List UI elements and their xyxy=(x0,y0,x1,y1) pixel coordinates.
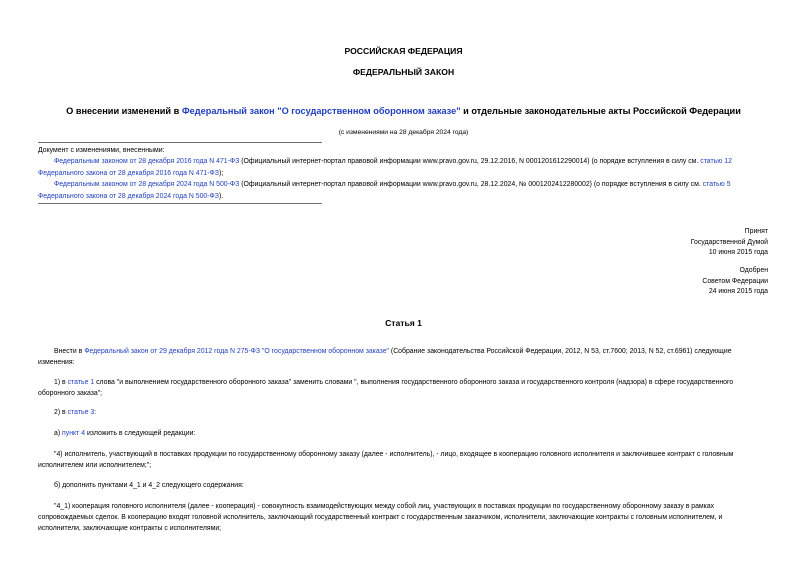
paragraph: "4_1) кооперация головного исполнителя (далее - кооперация) - совокупность взаимодействующих между собой лиц, участвующих в поставках продукции по государственному оборонному заказу в рамках сопровождаемых сделок. В кооперацию входят головной исполнитель, заключающий государственный контракт с государственным заказчиком, исполнители, заключающие контракты с головным исполнителем, и исполнители, заключающие контракты с исполнителями; xyxy=(38,503,723,532)
amendment-item: Федеральным законом от 28 декабря 2016 года N 471-ФЗ (Официальный интернет-портал правовой информации www.pravo.gov.ru, 29.12.2016, N 0001201612290014) (о порядке вступления в силу см. статью 12 xyxy=(54,158,732,166)
amendment-item-cont: Федерального закона от 28 декабря 2024 года N 500-ФЗ). xyxy=(38,192,224,200)
amendment-article-law-link[interactable]: Федерального закона от 28 декабря 2024 года N 500-ФЗ xyxy=(38,192,219,200)
title-suffix: и отдельные законодательные акты Российской Федерации xyxy=(460,106,741,116)
amendment-law-link[interactable]: Федеральным законом от 28 декабря 2016 года N 471-ФЗ xyxy=(54,158,240,166)
amendment-item-cont: Федерального закона от 28 декабря 2016 года N 471-ФЗ); xyxy=(38,169,224,177)
paragraph: 1) в статье 1 слова "и выполнением государственного оборонного заказа" заменить словами ", выполнения государственного оборонного заказа и государственного контроля (надзора) в сфере государственного оборонного заказа"; xyxy=(38,379,734,397)
law-275-link[interactable]: Федеральный закон от 29 декабря 2012 года N 275-ФЗ "О государственном оборонном заказе" xyxy=(84,348,389,355)
title-prefix: О внесении изменений в xyxy=(66,106,182,116)
bottom-divider xyxy=(38,203,322,204)
law-type-heading: ФЕДЕРАЛЬНЫЙ ЗАКОН xyxy=(352,67,455,77)
article-1-link[interactable]: статье 1 xyxy=(67,379,95,386)
paragraph: б) дополнить пунктами 4_1 и 4_2 следующего содержания: xyxy=(54,482,244,489)
amendment-article-law-link[interactable]: Федерального закона от 28 декабря 2016 года N 471-ФЗ xyxy=(38,169,219,177)
paragraph: 2) в статье 3: xyxy=(54,409,97,416)
country-heading: РОССИЙСКАЯ ФЕДЕРАЦИЯ xyxy=(344,46,463,56)
paragraph: "4) исполнитель, участвующий в поставках продукции по государственному оборонному заказу (далее - исполнитель), - лицо, входящее в кооперацию головного исполнителя и заключившее контракт с головным исполнителем или исполнителем;"; xyxy=(38,451,734,469)
adoption-federation-council: Одобрен Советом Федерации 24 июня 2015 года xyxy=(702,267,768,296)
amendments-intro: Документ с изменениями, внесенными: xyxy=(38,147,165,154)
amendment-item: Федеральным законом от 28 декабря 2024 года N 500-ФЗ (Официальный интернет-портал правовой информации www.pravo.gov.ru, 28.12.2024, № 0001202412280002) (о порядке вступления в силу см. статью 5 xyxy=(54,181,731,189)
paragraph: Внести в Федеральный закон от 29 декабря 2012 года N 275-ФЗ "О государственном оборонном заказе" (Собрание законодательства Российской Федерации, 2012, N 53, ст.7600; 2013, N 52, ст.6961) следующие изменения: xyxy=(38,348,732,366)
revision-note: (с изменениями на 28 декабря 2024 года) xyxy=(338,129,469,136)
item-4-link[interactable]: пункт 4 xyxy=(62,430,86,437)
article-3-link[interactable]: статье 3 xyxy=(67,409,95,416)
adoption-duma: Принят Государственной Думой 10 июня 2015 года xyxy=(690,228,768,257)
amendments-block xyxy=(38,145,770,202)
article-title: Статья 1 xyxy=(385,318,422,328)
paragraph: а) пункт 4 изложить в следующей редакции: xyxy=(54,430,196,437)
amendment-article-link[interactable]: статью 5 xyxy=(702,181,731,189)
document-title xyxy=(0,106,807,116)
top-divider xyxy=(38,142,322,143)
amendment-article-link[interactable]: статью 12 xyxy=(700,158,732,166)
amendment-law-link[interactable]: Федеральным законом от 28 декабря 2024 года N 500-ФЗ xyxy=(54,181,240,189)
title-law-link[interactable]: Федеральный закон "О государственном оборонном заказе" xyxy=(181,106,461,116)
